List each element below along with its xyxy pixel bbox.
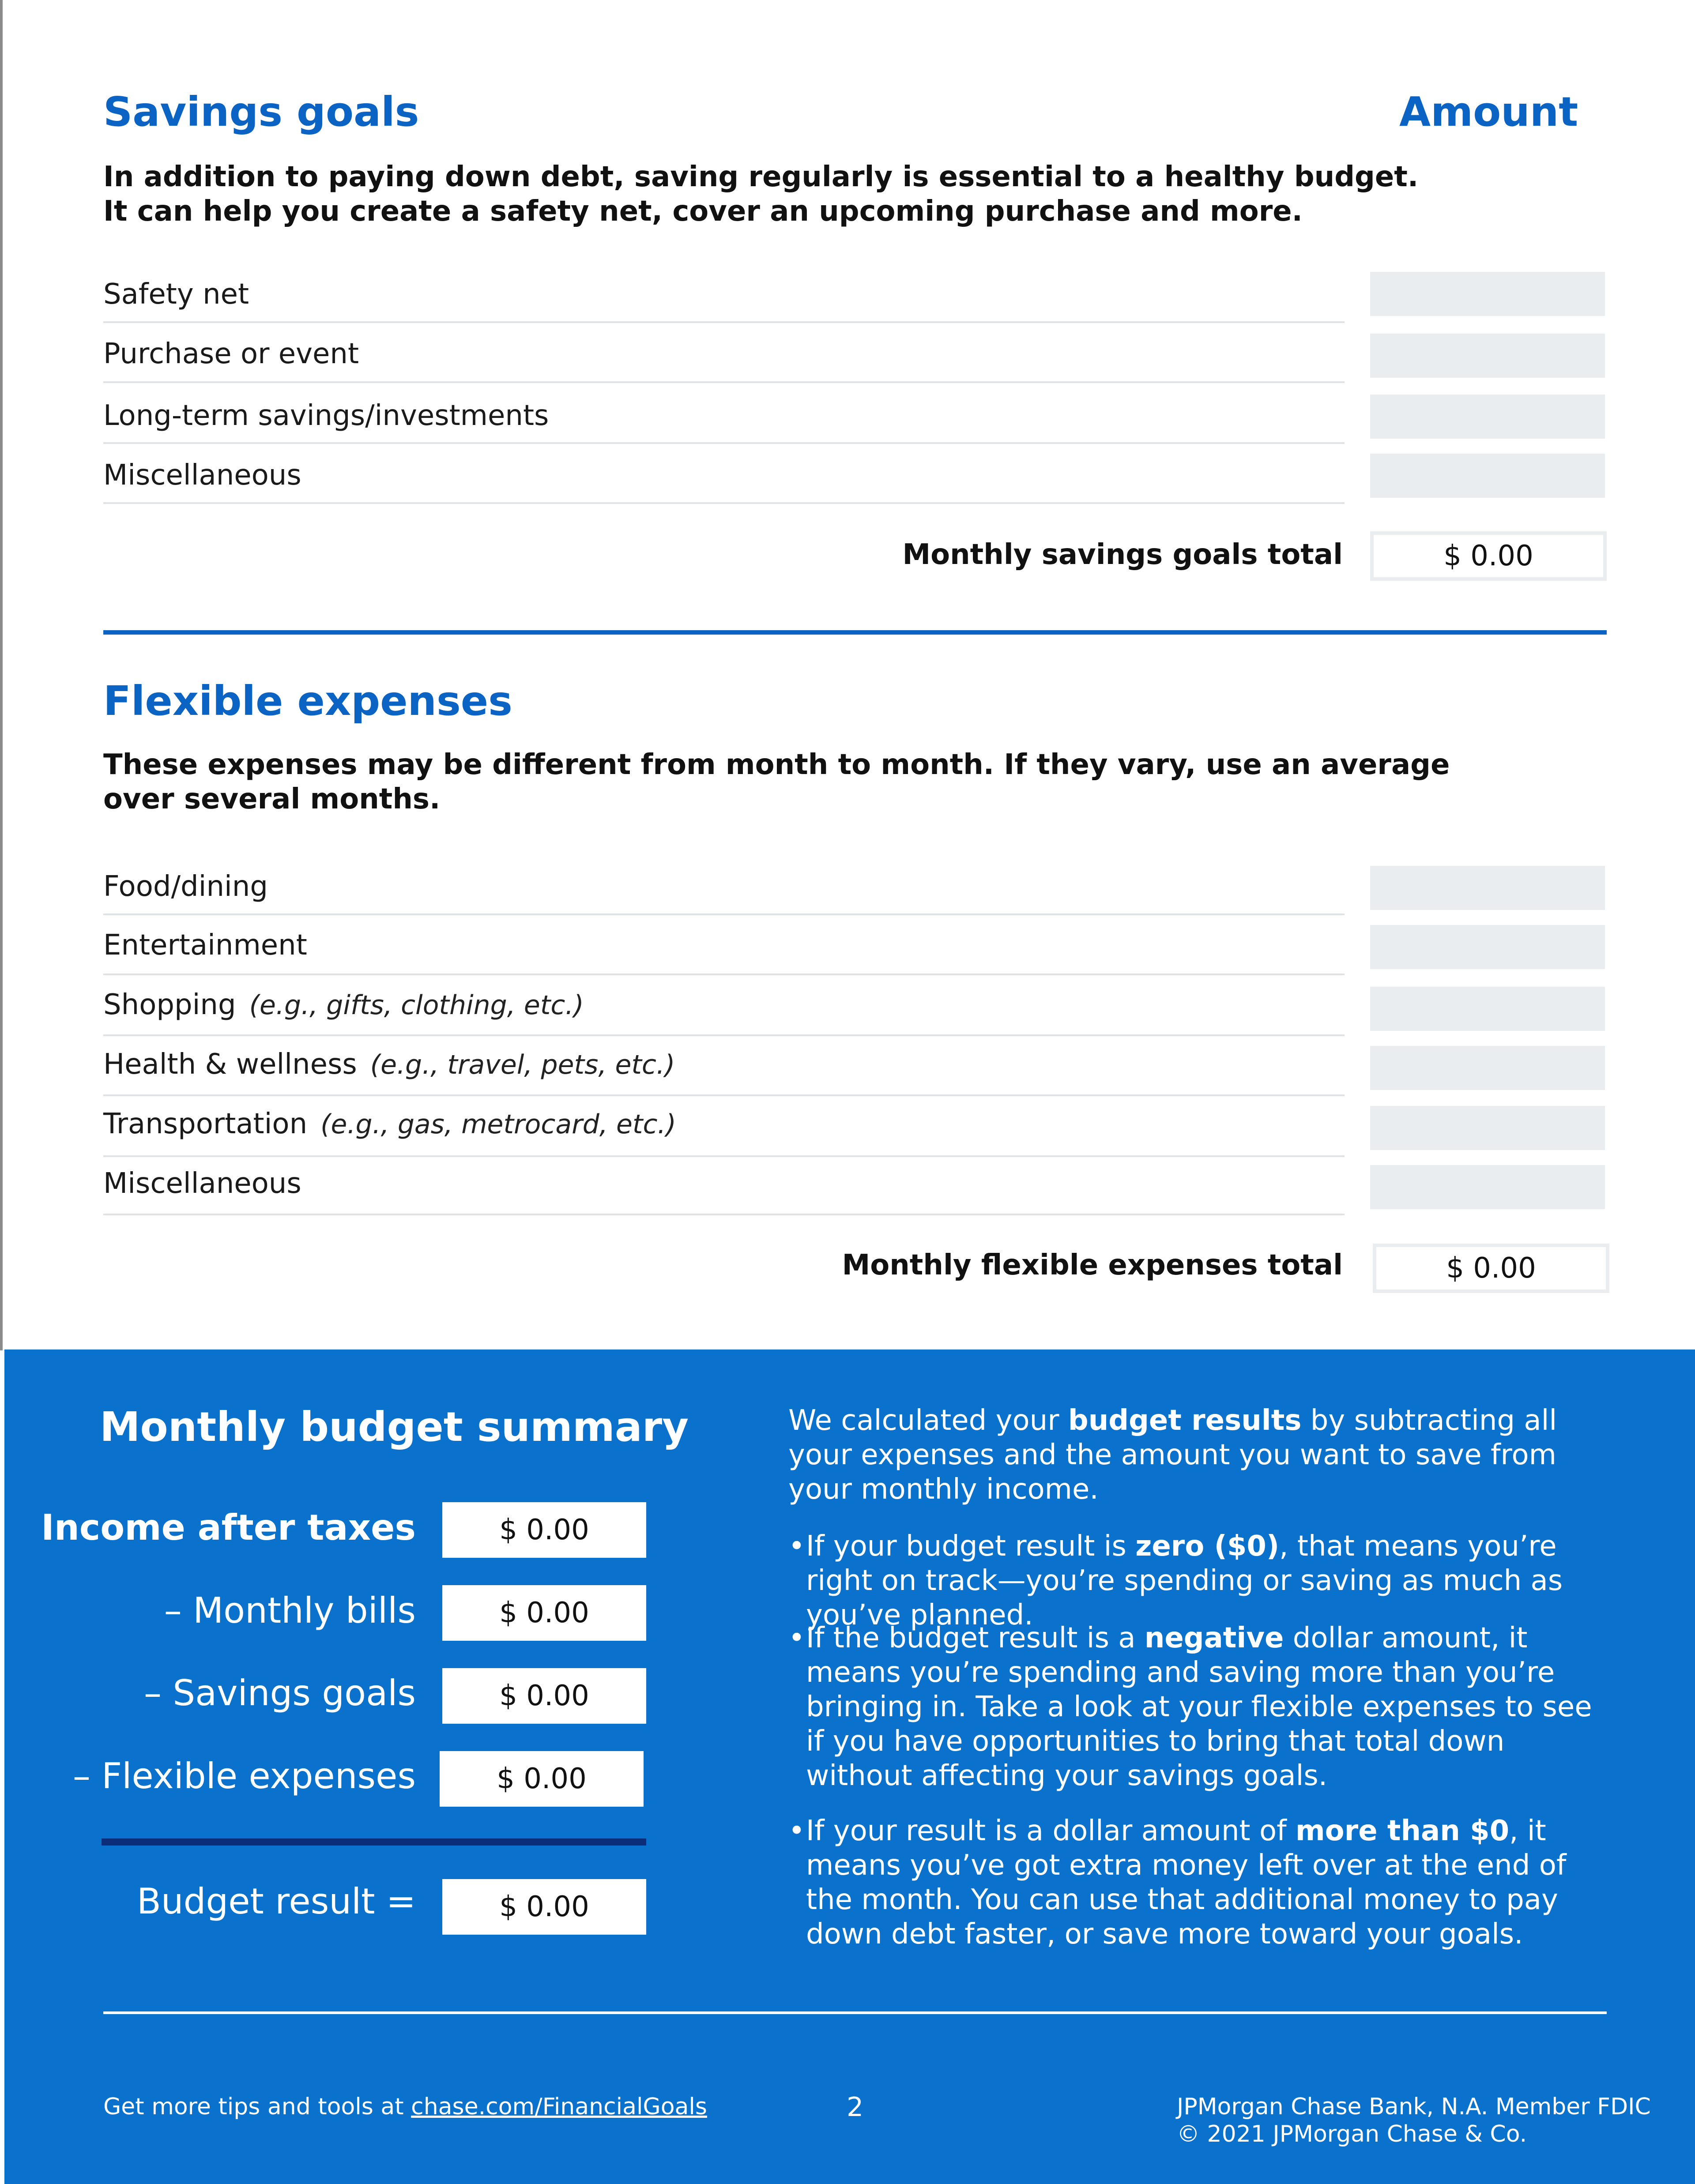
footer-tips-link[interactable]: chase.com/FinancialGoals [411, 2094, 707, 2120]
explanation-bullet-negative [788, 1621, 1607, 1793]
food-amount-field[interactable] [1370, 866, 1605, 910]
explanation-text: If your result is a dollar amount of [806, 1815, 1296, 1847]
footer-legal-1: JPMorgan Chase Bank, N.A. Member FDIC [1177, 2094, 1651, 2120]
explanation-emphasis: more than $0 [1295, 1815, 1510, 1847]
income-value: $ 0.00 [442, 1502, 646, 1558]
footer-legal-2: © 2021 JPMorgan Chase & Co. [1177, 2121, 1527, 2147]
flexible-expenses-label: – Flexible expenses [72, 1755, 416, 1797]
flex-item-misc [103, 1167, 301, 1200]
savings-item-long-term: Long-term savings/investments [103, 399, 549, 432]
flexible-intro [103, 748, 1450, 816]
explanation-text: , it means you’ve got extra money left over at the end of the month. You can use that additional money to pay down debt faster, or save more toward your goals. [806, 1815, 1567, 1951]
flexible-intro-line: over several months. [103, 783, 441, 816]
savings-item-purchase: Purchase or event [103, 338, 359, 370]
flex-item-label: Entertainment [103, 929, 307, 962]
transportation-amount-field[interactable] [1370, 1106, 1605, 1150]
flexible-total-label: Monthly flexible expenses total [842, 1249, 1343, 1282]
safety-net-amount-field[interactable] [1370, 272, 1605, 316]
explanation-text: , that means you’re right on track—you’re spending or saving as much as you’ve planned. [806, 1530, 1563, 1631]
amount-heading: Amount [1399, 88, 1578, 135]
explanation-text: by subtracting all your expenses and the amount you want to save from your monthly income. [788, 1404, 1557, 1506]
explanation-emphasis: negative [1144, 1622, 1284, 1654]
income-label: Income after taxes [41, 1507, 416, 1548]
flex-item-shopping [103, 989, 584, 1021]
page-left-border [0, 0, 3, 1350]
purchase-amount-field[interactable] [1370, 334, 1605, 378]
savings-item-safety-net: Safety net [103, 278, 249, 311]
savings-intro-line: It can help you create a safety net, cover an upcoming purchase and more. [103, 195, 1303, 228]
shopping-amount-field[interactable] [1370, 987, 1605, 1031]
row-divider [103, 442, 1345, 444]
flexible-expenses-value: $ 0.00 [440, 1751, 644, 1807]
budget-result-value: $ 0.00 [442, 1879, 646, 1935]
explanation-text: If the budget result is a [806, 1622, 1145, 1654]
savings-item-misc: Miscellaneous [103, 459, 301, 492]
explanation-bullet-positive [788, 1814, 1607, 1951]
row-divider [103, 1034, 1345, 1036]
flex-item-label: Transportation [103, 1108, 308, 1140]
savings-total-label: Monthly savings goals total [902, 538, 1343, 571]
row-divider [103, 913, 1345, 915]
long-term-amount-field[interactable] [1370, 395, 1605, 439]
savings-goals-value: $ 0.00 [442, 1668, 646, 1724]
explanation-text: We calculated your [788, 1404, 1068, 1437]
bullet-glyph: • [788, 1815, 805, 1847]
summary-rule [102, 1838, 646, 1846]
explanation-text: dollar amount, it means you’re spending and saving more than you’re bringing in. Take a look at your flexible expenses to see if you have opportunities to bring that total down without affecting your savings goals. [806, 1622, 1592, 1792]
flex-item-label: Food/dining [103, 870, 268, 903]
flex-item-entertainment [103, 929, 307, 962]
row-divider [103, 321, 1345, 323]
flex-misc-amount-field[interactable] [1370, 1165, 1605, 1209]
health-amount-field[interactable] [1370, 1046, 1605, 1090]
savings-goals-label: – Savings goals [143, 1673, 416, 1714]
bullet-glyph: • [788, 1622, 805, 1654]
summary-title: Monthly budget summary [100, 1403, 689, 1451]
flex-item-label: Miscellaneous [103, 1167, 301, 1200]
row-divider [103, 1155, 1345, 1157]
flexible-heading: Flexible expenses [103, 677, 512, 725]
explanation-emphasis: zero ($0) [1135, 1530, 1280, 1563]
flex-item-hint: (e.g., gifts, clothing, etc.) [249, 990, 584, 1021]
footer-tips-text: Get more tips and tools at [103, 2094, 411, 2120]
savings-intro-line: In addition to paying down debt, saving regularly is essential to a healthy budget. [103, 161, 1419, 193]
entertainment-amount-field[interactable] [1370, 925, 1605, 969]
summary-explanation [788, 1403, 1607, 1507]
bullet-glyph: • [788, 1530, 805, 1563]
savings-misc-amount-field[interactable] [1370, 454, 1605, 498]
flex-item-food [103, 870, 268, 903]
explanation-bullet-zero [788, 1529, 1607, 1632]
flex-item-hint: (e.g., travel, pets, etc.) [370, 1049, 675, 1080]
flexible-total-value: $ 0.00 [1373, 1244, 1609, 1293]
monthly-bills-label: – Monthly bills [164, 1590, 416, 1631]
row-divider [103, 502, 1345, 504]
savings-total-value: $ 0.00 [1370, 531, 1607, 581]
flex-item-health [103, 1048, 675, 1081]
footer-rule [103, 2011, 1607, 2014]
section-divider [103, 630, 1607, 635]
flex-item-label: Shopping [103, 989, 236, 1021]
monthly-bills-value: $ 0.00 [442, 1585, 646, 1641]
savings-heading: Savings goals [103, 88, 419, 135]
explanation-emphasis: budget results [1068, 1404, 1302, 1437]
flexible-intro-line: These expenses may be different from month to month. If they vary, use an average [103, 748, 1450, 781]
flex-item-label: Health & wellness [103, 1048, 357, 1081]
flex-item-transportation [103, 1108, 676, 1140]
row-divider [103, 381, 1345, 383]
budget-result-label: Budget result = [137, 1881, 416, 1922]
explanation-text: If your budget result is [806, 1530, 1136, 1563]
flex-item-hint: (e.g., gas, metrocard, etc.) [320, 1109, 676, 1140]
row-divider [103, 1214, 1345, 1215]
row-divider [103, 1094, 1345, 1096]
footer-tips [103, 2094, 707, 2120]
savings-intro [103, 160, 1418, 229]
row-divider [103, 974, 1345, 975]
page-number: 2 [847, 2092, 864, 2123]
